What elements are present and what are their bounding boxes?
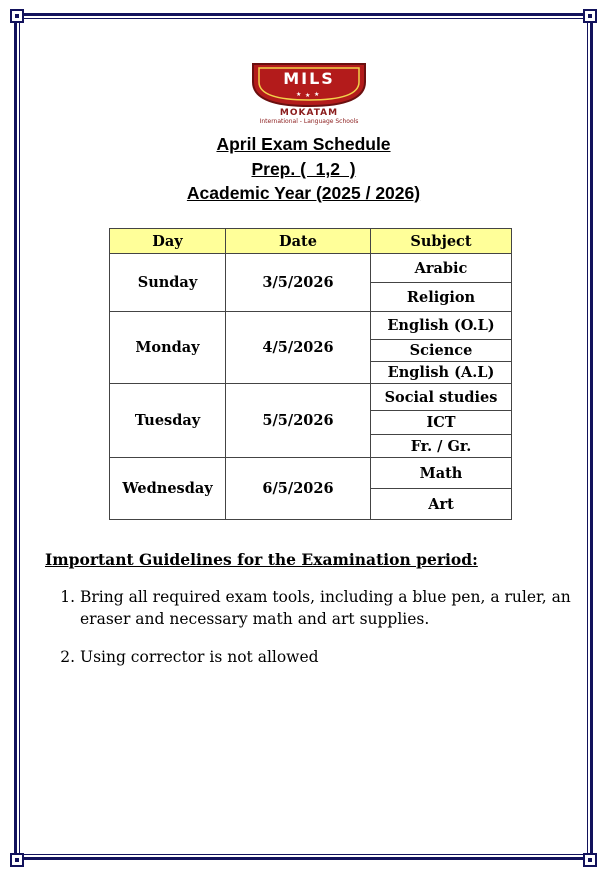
grade-label: Prep. ( 1,2 ) — [251, 159, 356, 179]
subject-cell: English (O.L) — [371, 312, 512, 340]
guidelines-list — [44, 586, 600, 684]
day-cell: Tuesday — [110, 384, 226, 458]
school-logo — [249, 62, 369, 128]
date-cell: 4/5/2026 — [226, 312, 371, 384]
table-row — [110, 312, 512, 340]
table-row — [110, 458, 512, 489]
subject-cell: English (A.L) — [371, 362, 512, 384]
guidelines-heading: Important Guidelines for the Examination period: — [45, 550, 478, 569]
subject-cell: Social studies — [371, 384, 512, 411]
border-corner-ornament — [10, 9, 24, 23]
subject-cell: Science — [371, 340, 512, 362]
subject-cell: Math — [371, 458, 512, 489]
day-cell: Monday — [110, 312, 226, 384]
svg-text:★: ★ — [314, 91, 320, 98]
border-corner-ornament — [10, 853, 24, 867]
day-cell: Wednesday — [110, 458, 226, 520]
border-corner-ornament — [583, 9, 597, 23]
day-cell: Sunday — [110, 254, 226, 312]
svg-text:★: ★ — [305, 92, 311, 99]
date-cell: 3/5/2026 — [226, 254, 371, 312]
column-header-date: Date — [226, 229, 371, 254]
table-header-row — [110, 229, 512, 254]
column-header-subject: Subject — [371, 229, 512, 254]
subject-cell: ICT — [371, 411, 512, 435]
svg-text:★: ★ — [296, 91, 302, 98]
page-title: April Exam Schedule — [216, 134, 391, 154]
list-item: 1. Bring all required exam tools, including a blue pen, a ruler, an eraser and necessary math and art supplies. — [80, 586, 600, 630]
logo-subtitle: MOKATAM — [279, 108, 339, 118]
list-item: 2. Using corrector is not allowed — [80, 646, 600, 668]
logo-text: MILS — [283, 69, 335, 88]
column-header-day: Day — [110, 229, 226, 254]
subject-cell: Religion — [371, 283, 512, 312]
date-cell: 6/5/2026 — [226, 458, 371, 520]
table-row — [110, 384, 512, 411]
date-cell: 5/5/2026 — [226, 384, 371, 458]
exam-schedule-table — [109, 228, 512, 520]
subject-cell: Arabic — [371, 254, 512, 283]
logo-tagline: International - Language Schools — [259, 118, 359, 125]
academic-year: Academic Year (2025 / 2026) — [186, 183, 421, 203]
border-corner-ornament — [583, 853, 597, 867]
subject-cell: Art — [371, 489, 512, 520]
subject-cell: Fr. / Gr. — [371, 435, 512, 458]
table-row — [110, 254, 512, 283]
